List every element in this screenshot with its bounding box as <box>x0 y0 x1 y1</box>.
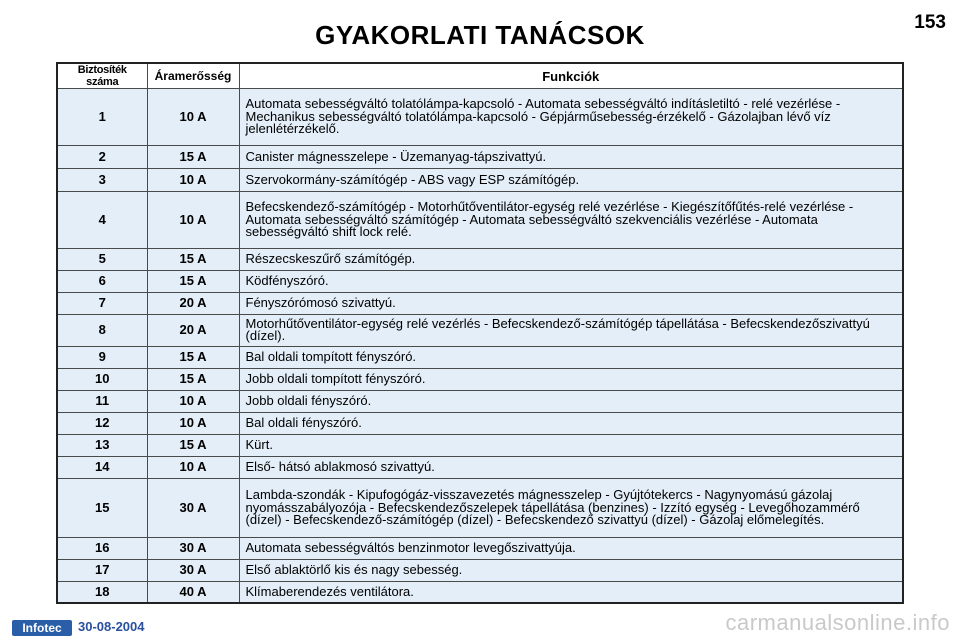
fuse-current: 10 A <box>147 169 239 192</box>
table-row <box>57 293 903 315</box>
fuse-number: 11 <box>57 390 147 412</box>
fuse-current: 30 A <box>147 537 239 559</box>
column-header-current: Áramerősség <box>147 63 239 89</box>
page-title: GYAKORLATI TANÁCSOK <box>315 20 645 50</box>
fuse-number: 12 <box>57 412 147 434</box>
table-row <box>57 368 903 390</box>
fuse-number: 18 <box>57 581 147 603</box>
table-row <box>57 192 903 249</box>
fuse-current: 10 A <box>147 456 239 478</box>
table-row <box>57 456 903 478</box>
table-row <box>57 412 903 434</box>
fuse-number: 3 <box>57 169 147 192</box>
fuse-number: 2 <box>57 146 147 169</box>
fuse-number: 17 <box>57 559 147 581</box>
column-header-functions: Funkciók <box>239 63 903 89</box>
fuse-function: Bal oldali tompított fényszóró. <box>239 346 903 368</box>
table-row <box>57 146 903 169</box>
fuse-function: Klímaberendezés ventilátora. <box>239 581 903 603</box>
fuse-number: 10 <box>57 368 147 390</box>
fuse-current: 15 A <box>147 434 239 456</box>
fuse-current: 10 A <box>147 89 239 146</box>
fuse-number: 4 <box>57 192 147 249</box>
table-row <box>57 434 903 456</box>
fuse-function: Lambda-szondák - Kipufogógáz-visszavezetés mágnesszelep - Gyújtótekercs - Nagynyomású gázolaj nyomásszabályozója - Befecskendezőszelepek tápellátása (benzines) - Izzító egység - Levegőhozammérő (dízel) - Befecskendező-számítógép (dízel) - Befecskendező szivattyú (dízel) - Gázolaj előmelegítés. <box>239 478 903 537</box>
fuse-function: Befecskendező-számítógép - Motorhűtőventilátor-egység relé vezérlése - Kiegészítőfűtés-relé vezérlése - Automata sebességváltó számítógép - Automata sebességváltó szekvenciális vezérlése - Automata sebességváltó shift lock relé. <box>239 192 903 249</box>
table-row <box>57 271 903 293</box>
fuse-function: Automata sebességváltó tolatólámpa-kapcsoló - Automata sebességváltó indításletiltó - relé vezérlése - Mechanikus sebességváltó tolatólámpa-kapcsoló - Gépjárműsebesség-érzékelő - Gázolajban lévő víz jelenlétérzékelő. <box>239 89 903 146</box>
fuse-number: 8 <box>57 315 147 347</box>
table-header-row <box>57 63 903 89</box>
fuse-number: 14 <box>57 456 147 478</box>
table-row <box>57 390 903 412</box>
table-row <box>57 169 903 192</box>
fuse-number: 15 <box>57 478 147 537</box>
fuse-function: Részecskeszűrő számítógép. <box>239 249 903 271</box>
fuse-function: Ködfényszóró. <box>239 271 903 293</box>
fuse-function: Első ablaktörlő kis és nagy sebesség. <box>239 559 903 581</box>
fuse-table <box>56 62 904 604</box>
table-row <box>57 89 903 146</box>
fuse-number: 13 <box>57 434 147 456</box>
fuse-number: 7 <box>57 293 147 315</box>
footer-date: 30-08-2004 <box>78 619 145 634</box>
table-row <box>57 315 903 347</box>
table-row <box>57 537 903 559</box>
fuse-number: 9 <box>57 346 147 368</box>
fuse-current: 15 A <box>147 249 239 271</box>
fuse-current: 15 A <box>147 346 239 368</box>
fuse-function: Jobb oldali fényszóró. <box>239 390 903 412</box>
table-row <box>57 478 903 537</box>
table-row <box>57 249 903 271</box>
fuse-function: Canister mágnesszelepe - Üzemanyag-tápszivattyú. <box>239 146 903 169</box>
infotec-logo: Infotec <box>12 620 72 636</box>
fuse-number: 16 <box>57 537 147 559</box>
fuse-current: 20 A <box>147 315 239 347</box>
fuse-current: 20 A <box>147 293 239 315</box>
table-row <box>57 581 903 603</box>
fuse-function: Motorhűtőventilátor-egység relé vezérlés - Befecskendező-számítógép tápellátása - Befecskendezőszivattyú (dízel). <box>239 315 903 347</box>
fuse-current: 30 A <box>147 478 239 537</box>
fuse-current: 40 A <box>147 581 239 603</box>
fuse-current: 10 A <box>147 192 239 249</box>
fuse-current: 15 A <box>147 146 239 169</box>
fuse-function: Kürt. <box>239 434 903 456</box>
fuse-current: 15 A <box>147 271 239 293</box>
fuse-function: Fényszórómosó szivattyú. <box>239 293 903 315</box>
table-row <box>57 346 903 368</box>
fuse-number: 5 <box>57 249 147 271</box>
fuse-current: 30 A <box>147 559 239 581</box>
fuse-function: Első- hátsó ablakmosó szivattyú. <box>239 456 903 478</box>
fuse-function: Szervokormány-számítógép - ABS vagy ESP számítógép. <box>239 169 903 192</box>
fuse-current: 10 A <box>147 412 239 434</box>
fuse-function: Bal oldali fényszóró. <box>239 412 903 434</box>
fuse-number: 6 <box>57 271 147 293</box>
column-header-fuse-number: Biztosíték száma <box>57 63 147 89</box>
fuse-function: Jobb oldali tompított fényszóró. <box>239 368 903 390</box>
fuse-number: 1 <box>57 89 147 146</box>
table-row <box>57 559 903 581</box>
fuse-current: 15 A <box>147 368 239 390</box>
fuse-current: 10 A <box>147 390 239 412</box>
watermark: carmanualsonline.info <box>725 610 950 635</box>
page-number: 153 <box>914 12 946 33</box>
fuse-function: Automata sebességváltós benzinmotor levegőszivattyúja. <box>239 537 903 559</box>
